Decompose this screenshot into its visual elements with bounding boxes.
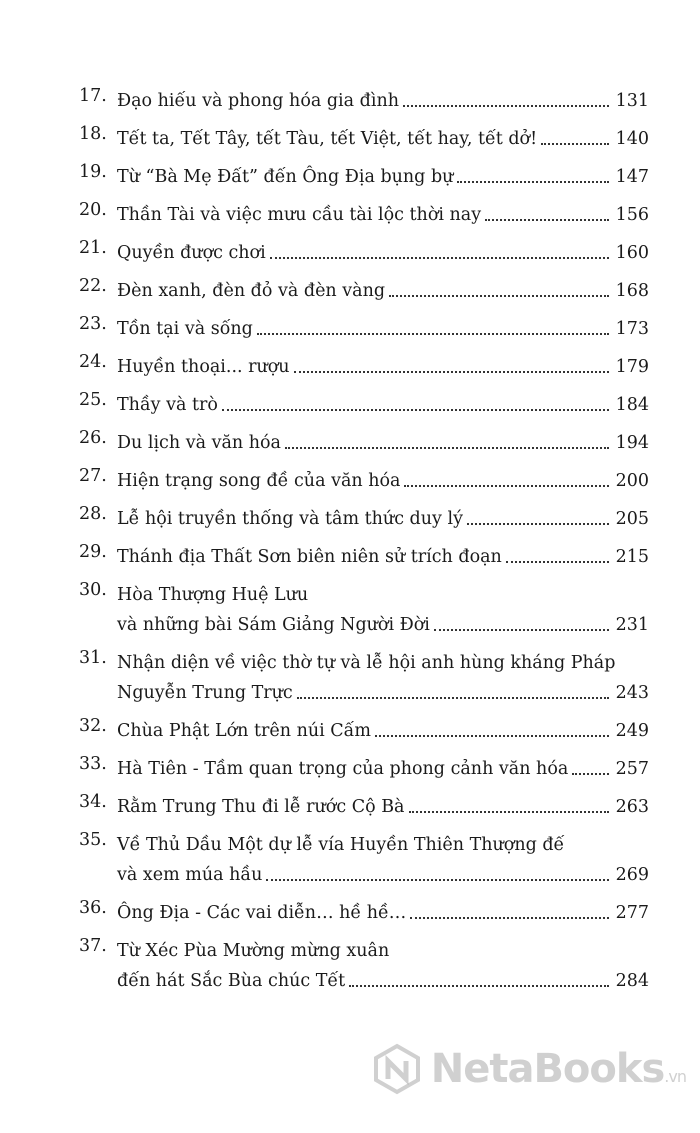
toc-entry-title: và những bài Sám Giảng Người Đời xyxy=(117,615,430,635)
toc-entry-page: 147 xyxy=(615,167,649,187)
toc-entry xyxy=(79,162,649,192)
toc-entry-number: 31. xyxy=(79,648,107,668)
toc-entry xyxy=(79,124,649,154)
toc-entry-title: Nhận diện về việc thờ tự và lễ hội anh hùng kháng Pháp xyxy=(117,653,616,673)
watermark-brand: NetaBooks.vn xyxy=(430,1046,686,1092)
toc-entry xyxy=(79,936,649,996)
toc-entry-number: 27. xyxy=(79,466,107,486)
toc-entry-page: 277 xyxy=(615,903,649,923)
toc-entry-title: Hiện trạng song đề của văn hóa xyxy=(117,471,401,491)
dot-leader xyxy=(409,810,610,813)
toc-entry-page: 243 xyxy=(615,683,649,703)
toc-entry xyxy=(79,352,649,382)
toc-entry xyxy=(79,238,649,268)
dot-leader xyxy=(266,878,609,881)
toc-entry-number: 37. xyxy=(79,936,107,956)
toc-entry-title: Đạo hiếu và phong hóa gia đình xyxy=(117,91,399,111)
toc-entry xyxy=(79,428,649,458)
toc-entry-page: 168 xyxy=(615,281,649,301)
toc-entry xyxy=(79,648,649,708)
toc-entry-page: 257 xyxy=(615,759,649,779)
toc-entry-title: Từ Xéc Pùa Mường mừng xuân xyxy=(117,941,390,961)
toc-entry-number: 22. xyxy=(79,276,107,296)
dot-leader xyxy=(457,180,609,183)
toc-entry xyxy=(79,542,649,572)
toc-entry-number: 28. xyxy=(79,504,107,524)
toc-entry-page: 200 xyxy=(615,471,649,491)
watermark xyxy=(371,1043,686,1095)
toc-entry-page: 184 xyxy=(615,395,649,415)
toc-entry xyxy=(79,898,649,928)
dot-leader xyxy=(404,484,609,487)
dot-leader xyxy=(485,218,609,221)
toc-entry-title: Thần Tài và việc mưu cầu tài lộc thời nay xyxy=(117,205,482,225)
toc-entry-title: Tồn tại và sống xyxy=(117,319,253,339)
toc-entry-page: 140 xyxy=(615,129,649,149)
toc-entry-title: đến hát Sắc Bùa chúc Tết xyxy=(117,971,346,991)
toc-entry-number: 32. xyxy=(79,716,107,736)
toc-entry-title: Hòa Thượng Huệ Lưu xyxy=(117,585,309,605)
toc-entry xyxy=(79,754,649,784)
toc-entry xyxy=(79,466,649,496)
toc-entry-page: 284 xyxy=(615,971,649,991)
toc-entry-number: 19. xyxy=(79,162,107,182)
dot-leader xyxy=(389,294,609,297)
dot-leader xyxy=(434,628,609,631)
toc-entry-title: Du lịch và văn hóa xyxy=(117,433,281,453)
dot-leader xyxy=(572,772,609,775)
dot-leader xyxy=(285,446,609,449)
toc-entry-page: 194 xyxy=(615,433,649,453)
toc-entry-number: 29. xyxy=(79,542,107,562)
toc-entry-page: 131 xyxy=(615,91,649,111)
dot-leader xyxy=(403,104,609,107)
toc-entry-title: Chùa Phật Lớn trên núi Cấm xyxy=(117,721,371,741)
toc-entry xyxy=(79,792,649,822)
toc-entry-title: Huyền thoại... rượu xyxy=(117,357,290,377)
toc-entry-title: Lễ hội truyền thống và tâm thức duy lý xyxy=(117,509,463,529)
toc-entry-page: 156 xyxy=(615,205,649,225)
toc-entry-title: và xem múa hầu xyxy=(117,865,263,885)
toc-entry-page: 160 xyxy=(615,243,649,263)
toc-entry-page: 179 xyxy=(615,357,649,377)
toc-entry xyxy=(79,86,649,116)
toc-entry-title: Quyền được chơi xyxy=(117,243,266,263)
toc-entry-number: 24. xyxy=(79,352,107,372)
toc-entry-number: 17. xyxy=(79,86,107,106)
toc-entry-number: 20. xyxy=(79,200,107,220)
dot-leader xyxy=(270,256,609,259)
dot-leader xyxy=(410,916,609,919)
toc-entry-title: Ông Địa - Các vai diễn… hề hề… xyxy=(117,903,407,923)
toc-entry-title: Đèn xanh, đèn đỏ và đèn vàng xyxy=(117,281,386,301)
dot-leader xyxy=(506,560,609,563)
toc-entry-number: 26. xyxy=(79,428,107,448)
toc-entry-page: 263 xyxy=(615,797,649,817)
toc-entry xyxy=(79,504,649,534)
dot-leader xyxy=(297,696,609,699)
toc-entry-page: 269 xyxy=(615,865,649,885)
toc-entry-title: Hà Tiên - Tầm quan trọng của phong cảnh văn hóa xyxy=(117,759,569,779)
dot-leader xyxy=(541,142,609,145)
toc-entry xyxy=(79,276,649,306)
toc-entry-number: 33. xyxy=(79,754,107,774)
toc-entry-title: Thầy và trò xyxy=(117,395,218,415)
toc-entry-page: 215 xyxy=(615,547,649,567)
toc-entry-page: 231 xyxy=(615,615,649,635)
toc-entry-number: 21. xyxy=(79,238,107,258)
toc-entry-number: 36. xyxy=(79,898,107,918)
toc-entry-number: 18. xyxy=(79,124,107,144)
toc-entry-number: 35. xyxy=(79,830,107,850)
toc-entry xyxy=(79,580,649,640)
toc-entry-title: Từ “Bà Mẹ Đất” đến Ông Địa bụng bự xyxy=(117,167,454,187)
toc-entry-number: 25. xyxy=(79,390,107,410)
toc-entry-number: 30. xyxy=(79,580,107,600)
toc-entry-title: Thánh địa Thất Sơn biên niên sử trích đoạn xyxy=(117,547,502,567)
toc-entry-number: 34. xyxy=(79,792,107,812)
dot-leader xyxy=(294,370,609,373)
dot-leader xyxy=(349,984,609,987)
toc-entry-number: 23. xyxy=(79,314,107,334)
dot-leader xyxy=(467,522,609,525)
toc-entry-page: 205 xyxy=(615,509,649,529)
toc-entry xyxy=(79,200,649,230)
toc-entry xyxy=(79,716,649,746)
netabooks-logo-icon xyxy=(371,1043,423,1095)
dot-leader xyxy=(222,408,609,411)
toc-entry xyxy=(79,830,649,890)
table-of-contents xyxy=(79,86,649,1004)
toc-entry-page: 249 xyxy=(615,721,649,741)
dot-leader xyxy=(375,734,609,737)
toc-entry-title: Nguyễn Trung Trực xyxy=(117,683,293,703)
toc-entry-page: 173 xyxy=(615,319,649,339)
toc-entry-title: Rằm Trung Thu đi lễ rước Cộ Bà xyxy=(117,797,405,817)
toc-entry-title: Tết ta, Tết Tây, tết Tàu, tết Việt, tết hay, tết dở! xyxy=(117,129,538,149)
dot-leader xyxy=(257,332,609,335)
toc-entry-title: Về Thủ Dầu Một dự lễ vía Huyền Thiên Thượng đế xyxy=(117,835,565,855)
toc-entry xyxy=(79,390,649,420)
toc-entry xyxy=(79,314,649,344)
